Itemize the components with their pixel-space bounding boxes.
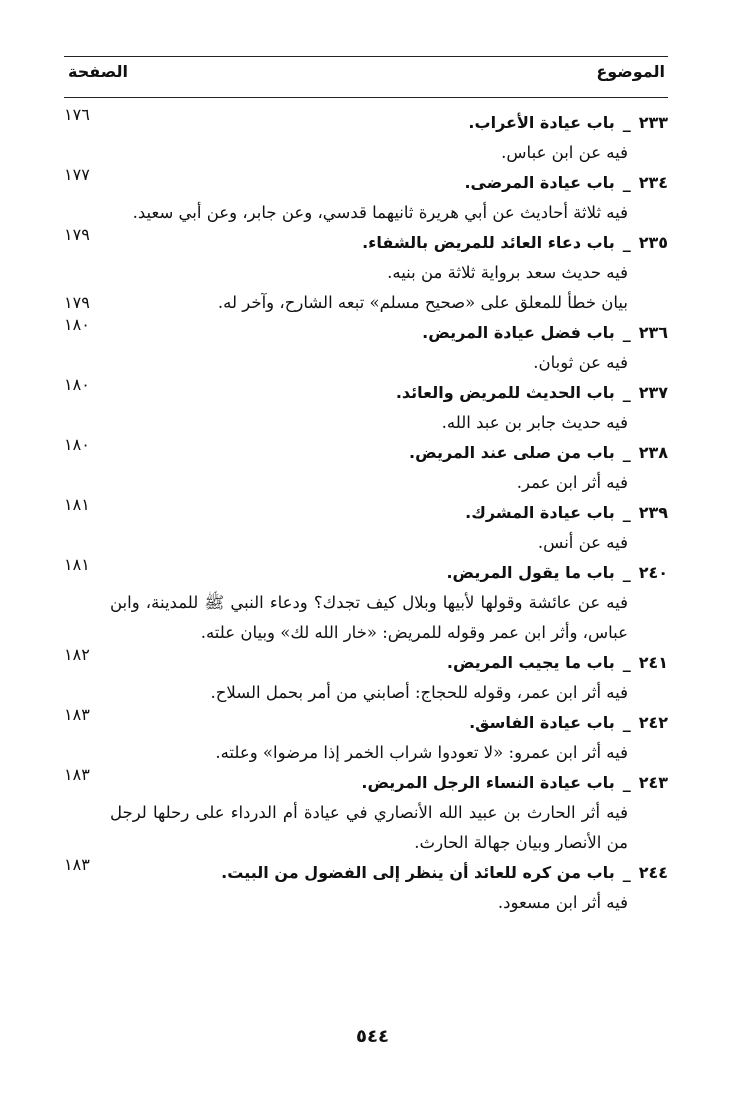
- entry-title: باب ما يقول المريض.: [446, 563, 615, 582]
- entry-number: ٢٤١: [638, 653, 668, 672]
- entry-dash: _: [622, 713, 631, 732]
- entry-number: ٢٣٦: [638, 323, 668, 342]
- entry-number: ٢٣٤: [638, 173, 668, 192]
- entry-description: [110, 258, 668, 288]
- entry-title: باب ما يجيب المريض.: [446, 653, 615, 672]
- entry-description: [110, 888, 668, 918]
- index-entry: [64, 555, 668, 648]
- entry-dash: _: [622, 383, 631, 402]
- entry-number: ٢٤٣: [638, 773, 668, 792]
- entry-dash: _: [622, 503, 631, 522]
- entry-description-text: فيه ثلاثة أحاديث عن أبي هريرة ثانيهما قدسي، وعن جابر، وعن أبي سعيد.: [132, 203, 628, 222]
- entry-description: [64, 288, 668, 318]
- header-rule-top: [64, 56, 668, 57]
- entry-title-line: [64, 165, 668, 198]
- entry-number: ٢٤٢: [638, 713, 668, 732]
- index-entry: [64, 225, 668, 318]
- header-rule-bottom: [64, 97, 668, 98]
- entry-title-line: [64, 645, 668, 678]
- entry-description: [110, 588, 668, 648]
- entry-description: [110, 528, 668, 558]
- entry-dash: _: [622, 563, 631, 582]
- entry-number: ٢٣٧: [638, 383, 668, 402]
- topic-column-header: الموضوع: [596, 62, 665, 81]
- entry-number: ٢٤٤: [638, 863, 668, 882]
- entry-description-text: فيه أثر ابن عمرو: «لا تعودوا شراب الخمر إذا مرضوا» وعلته.: [215, 743, 628, 762]
- entry-title: باب من كره للعائد أن ينظر إلى الفضول من البيت.: [221, 863, 615, 882]
- entry-description-text: فيه أثر ابن عمر.: [516, 473, 628, 492]
- index-entry: [64, 315, 668, 378]
- entry-page-ref: ١٧٦: [64, 105, 90, 124]
- line-page-ref: ١٧٩: [64, 293, 90, 312]
- page-column-header: الصفحة: [68, 62, 129, 81]
- entry-description-text: بيان خطأ للمعلق على «صحيح مسلم» تبعه الشارح، وآخر له.: [217, 293, 628, 312]
- entry-title-line: [64, 855, 668, 888]
- index-entry: [64, 765, 668, 858]
- entry-description: [110, 138, 668, 168]
- entry-page-ref: ١٧٧: [64, 165, 90, 184]
- entry-description-text: فيه عن أنس.: [537, 533, 628, 552]
- entry-description: [110, 408, 668, 438]
- entry-description-text: فيه أثر الحارث بن عبيد الله الأنصاري في عيادة أم الدرداء على رحلها لرجل من الأنصار وبيان جهالة الحارث.: [110, 803, 628, 852]
- entry-title: باب دعاء العائد للمريض بالشفاء.: [362, 233, 615, 252]
- entry-number: ٢٣٨: [638, 443, 668, 462]
- index-entry: [64, 855, 668, 918]
- entry-title: باب فضل عيادة المريض.: [422, 323, 615, 342]
- entry-description: [110, 678, 668, 708]
- entry-description: [110, 738, 668, 768]
- entry-page-ref: ١٨١: [64, 555, 90, 574]
- index-entry: [64, 375, 668, 438]
- entry-description-text: فيه أثر ابن مسعود.: [497, 893, 628, 912]
- entry-page-ref: ١٨٣: [64, 765, 90, 784]
- entry-title: باب عيادة الأعراب.: [468, 113, 615, 132]
- entry-description-text: فيه حديث سعد برواية ثلاثة من بنيه.: [387, 263, 628, 282]
- entry-dash: _: [622, 443, 631, 462]
- entry-dash: _: [622, 233, 631, 252]
- index-entry: [64, 645, 668, 708]
- entry-page-ref: ١٨٠: [64, 375, 90, 394]
- entry-dash: _: [622, 653, 631, 672]
- entry-title: باب عيادة المشرك.: [465, 503, 615, 522]
- entry-title-line: [64, 435, 668, 468]
- entry-description-text: فيه عن ابن عباس.: [501, 143, 628, 162]
- entry-number: ٢٤٠: [638, 563, 668, 582]
- entry-description: [110, 468, 668, 498]
- entry-page-ref: ١٨٠: [64, 435, 90, 454]
- entry-description: [110, 198, 668, 228]
- entry-number: ٢٣٩: [638, 503, 668, 522]
- entry-dash: _: [622, 773, 631, 792]
- entry-number: ٢٣٣: [638, 113, 668, 132]
- entry-title: باب عيادة المرضى.: [464, 173, 615, 192]
- entry-description-text: فيه عن ثوبان.: [533, 353, 628, 372]
- entry-number: ٢٣٥: [638, 233, 668, 252]
- entry-title-line: [64, 495, 668, 528]
- index-entry: [64, 435, 668, 498]
- entry-title-line: [64, 105, 668, 138]
- entry-description-text: فيه حديث جابر بن عبد الله.: [441, 413, 628, 432]
- entry-page-ref: ١٧٩: [64, 225, 90, 244]
- entry-description-text: فيه عن عائشة وقولها لأبيها وبلال كيف تجدك؟ ودعاء النبي ﷺ للمدينة، وابن عباس، وأثر ابن عمر وقوله للمريض: «خار الله لك» وبيان علته.: [110, 593, 628, 642]
- index-entry: [64, 705, 668, 768]
- entry-description-text: فيه أثر ابن عمر، وقوله للحجاج: أصابني من أمر بحمل السلاح.: [210, 683, 628, 702]
- entry-dash: _: [622, 863, 631, 882]
- entry-title-line: [64, 315, 668, 348]
- entry-dash: _: [622, 173, 631, 192]
- entry-title: باب من صلى عند المريض.: [409, 443, 615, 462]
- entry-dash: _: [622, 323, 631, 342]
- entry-page-ref: ١٨٣: [64, 705, 90, 724]
- entry-page-ref: ١٨٢: [64, 645, 90, 664]
- entry-description: [110, 798, 668, 858]
- entry-description: [110, 348, 668, 378]
- entry-title-line: [64, 225, 668, 258]
- entry-title-line: [64, 765, 668, 798]
- index-entry: [64, 495, 668, 558]
- entry-title-line: [64, 375, 668, 408]
- entry-title: باب عيادة الفاسق.: [469, 713, 615, 732]
- entry-title: باب الحديث للمريض والعائد.: [395, 383, 615, 402]
- entry-title-line: [64, 705, 668, 738]
- page-number: ٥٤٤: [356, 1026, 389, 1047]
- entry-page-ref: ١٨٣: [64, 855, 90, 874]
- index-entry: [64, 105, 668, 168]
- entry-dash: _: [622, 113, 631, 132]
- entry-page-ref: ١٨١: [64, 495, 90, 514]
- index-entry: [64, 165, 668, 228]
- index-list: [64, 105, 668, 918]
- entry-page-ref: ١٨٠: [64, 315, 90, 334]
- entry-title-line: [64, 555, 668, 588]
- entry-title: باب عيادة النساء الرجل المريض.: [361, 773, 615, 792]
